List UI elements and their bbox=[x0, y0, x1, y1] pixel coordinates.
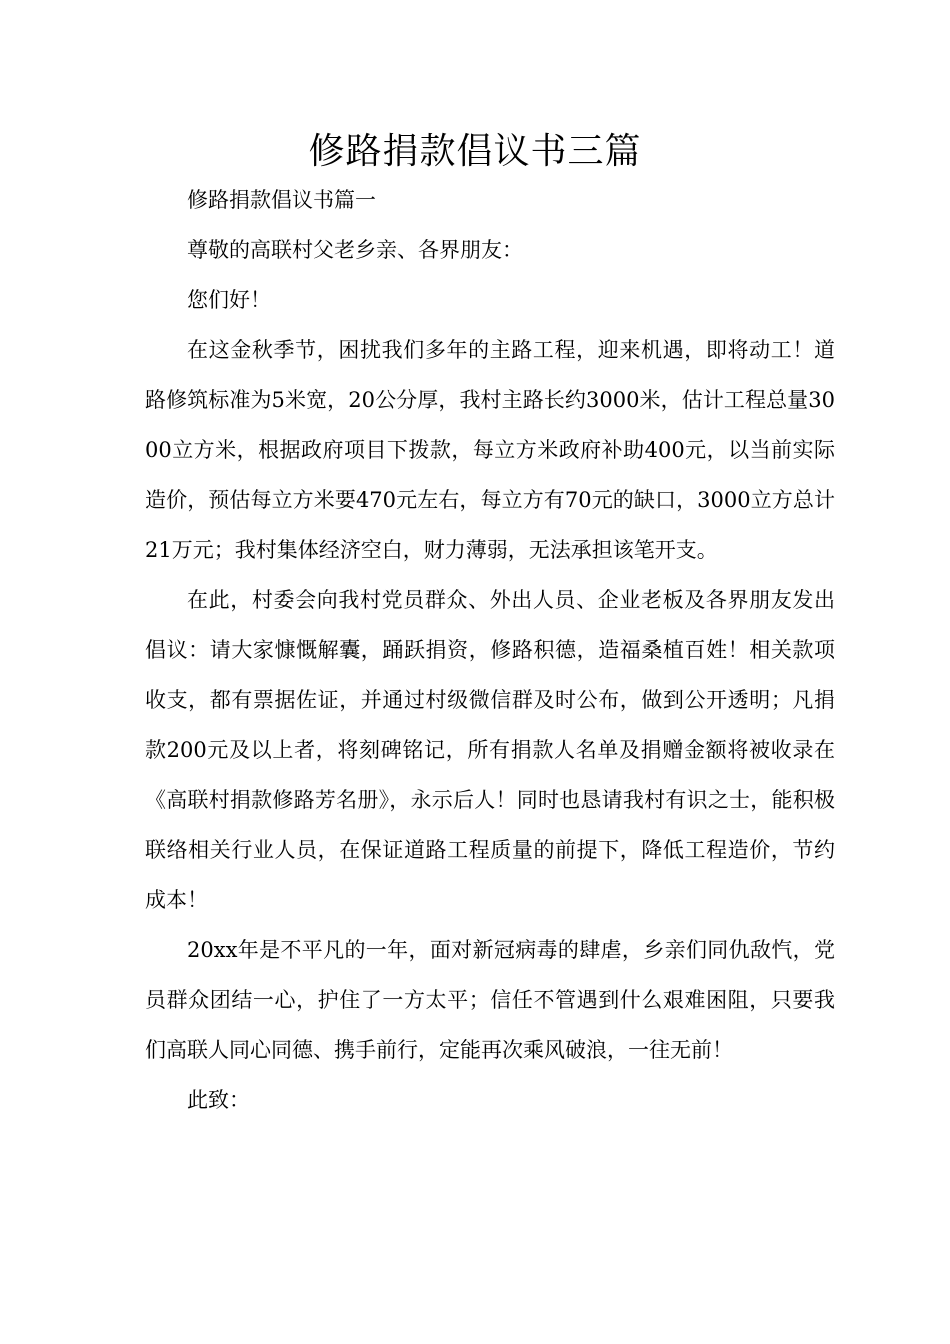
document-body bbox=[145, 175, 835, 1125]
salutation: 尊敬的高联村父老乡亲、各界朋友： bbox=[187, 238, 523, 262]
greeting: 您们好！ bbox=[187, 288, 271, 312]
body-paragraph: 20xx年是不平凡的一年，面对新冠病毒的肆虐，乡亲们同仇敌忾，党员群众团结一心，护住了一方太平；信任不管遇到什么艰难困阻，只要我们高联人同心同德、携手前行，定能再次乘风破浪，一往无前！ bbox=[145, 938, 835, 1062]
section-heading: 修路捐款倡议书篇一 bbox=[187, 188, 376, 212]
body-paragraph: 在此，村委会向我村党员群众、外出人员、企业老板及各界朋友发出倡议：请大家慷慨解囊，踊跃捐资，修路积德，造福桑植百姓！相关款项收支，都有票据佐证，并通过村级微信群及时公布，做到公开透明；凡捐款200元及以上者，将刻碑铭记，所有捐款人名单及捐赠金额将被收录在《高联村捐款修路芳名册》，永示后人！同时也恳请我村有识之士，能积极联络相关行业人员，在保证道路工程质量的前提下，降低工程造价，节约成本！ bbox=[145, 588, 835, 912]
closing: 此致： bbox=[187, 1088, 250, 1112]
document-title: 修路捐款倡议书三篇 bbox=[308, 131, 642, 172]
body-paragraph: 在这金秋季节，困扰我们多年的主路工程，迎来机遇，即将动工！道路修筑标准为5米宽，20公分厚，我村主路长约3000米，估计工程总量3000立方米，根据政府项目下拨款，每立方米政府补助400元，以当前实际造价，预估每立方米要470元左右，每立方有70元的缺口，3000立方总计21万元；我村集体经济空白，财力薄弱，无法承担该笔开支。 bbox=[145, 338, 835, 562]
